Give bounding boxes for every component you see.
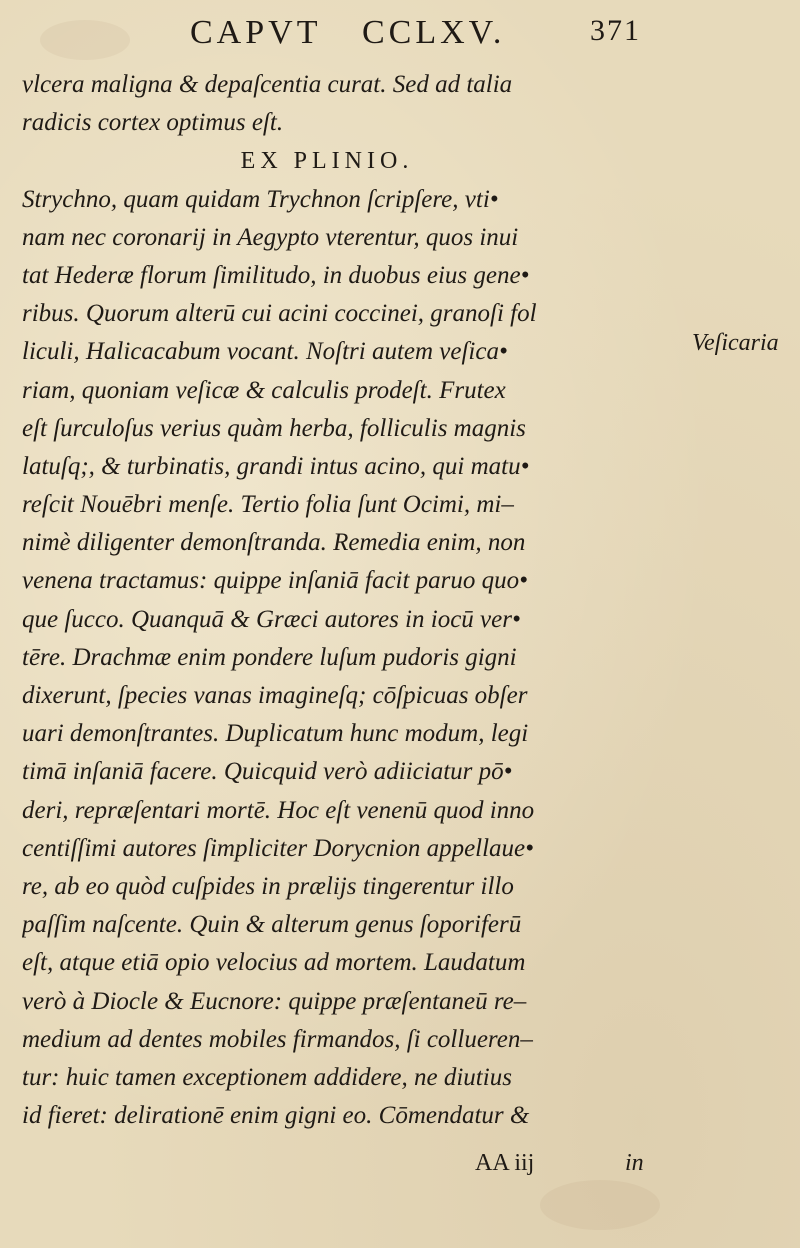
text-line: nam nec coronarij in Aegypto vterentur, quos inui — [22, 223, 519, 251]
catchline — [475, 1150, 685, 1186]
catchword: in — [625, 1150, 644, 1176]
text-line: que ſucco. Quanquā & Græci autores in iocū ver• — [22, 605, 521, 633]
text-line: re, ab eo quòd cuſpides in prælijs tingerentur illo — [22, 872, 514, 900]
running-head-caput: CAPVT — [190, 14, 322, 51]
text-line: tat Hederæ florum ſimilitudo, in duobus eius gene• — [22, 261, 530, 289]
text-line: nimè diligenter demonſtranda. Remedia enim, non — [22, 529, 526, 557]
text-line: ribus. Quorum alterū cui acini coccinei, granoſi fol — [22, 300, 537, 328]
paper-stain — [540, 1180, 660, 1230]
text-line: deri, repræſentari mortē. Hoc eſt venenū quod inno — [22, 796, 535, 824]
text-line: id fieret: delirationē enim gigni eo. Cōmendatur & — [22, 1102, 530, 1130]
text-line: vlcera maligna & depaſcentia curat. Sed ad talia — [22, 71, 513, 98]
text-line: timā inſaniā facere. Quicquid verò adiiciatur pō• — [22, 758, 513, 786]
text-line: radicis cortex optimus eſt. — [22, 109, 284, 137]
text-line: latuſq;, & turbinatis, grandi intus acino, qui matu• — [22, 452, 530, 480]
text-line: verò à Diocle & Eucnore: quippe præſentaneū re– — [22, 987, 527, 1015]
text-line: Strychno, quam quidam Trychnon ſcripſere, vti• — [22, 185, 499, 213]
margin-note: Veſicaria — [692, 330, 779, 356]
text-line: dixerunt, ſpecies vanas imagineſq; cōſpicuas obſer — [22, 682, 528, 709]
text-line: tēre. Drachmæ enim pondere luſum pudoris gigni — [22, 643, 517, 671]
chapter-number: CCLXV. — [362, 14, 506, 51]
text-line: centiſſimi autores ſimpliciter Dorycnion appellaue• — [22, 834, 534, 862]
folio-number: 371 — [590, 14, 641, 47]
text-line: riam, quoniam veſicæ & calculis prodeſt. Frutex — [22, 376, 506, 404]
text-line: eſt ſurculoſus verius quàm herba, folliculis magnis — [22, 414, 526, 442]
text-line: venena tractamus: quippe inſaniā facit paruo quo• — [22, 567, 528, 595]
section-heading: EX PLINIO. — [240, 148, 414, 175]
text-line: tur: huic tamen exceptionem addidere, ne diutius — [22, 1063, 512, 1091]
text-line: liculi, Halicacabum vocant. Noſtri autem veſica• — [22, 338, 508, 366]
text-line: reſcit Nouēbri menſe. Tertio folia ſunt Ocimi, mi– — [22, 491, 514, 519]
text-line: uari demonſtrantes. Duplicatum hunc modum, legi — [22, 720, 529, 748]
text-line: eſt, atque etiā opio velocius ad mortem. Laudatum — [22, 949, 526, 977]
text-block — [22, 66, 672, 1135]
signature-mark: AA iij — [475, 1150, 535, 1176]
running-head — [190, 14, 670, 58]
paper-stain — [40, 20, 130, 60]
text-line: medium ad dentes mobiles firmandos, ſi collueren– — [22, 1025, 533, 1053]
text-line: paſſim naſcente. Quin & alterum genus ſoporiferū — [22, 911, 522, 939]
